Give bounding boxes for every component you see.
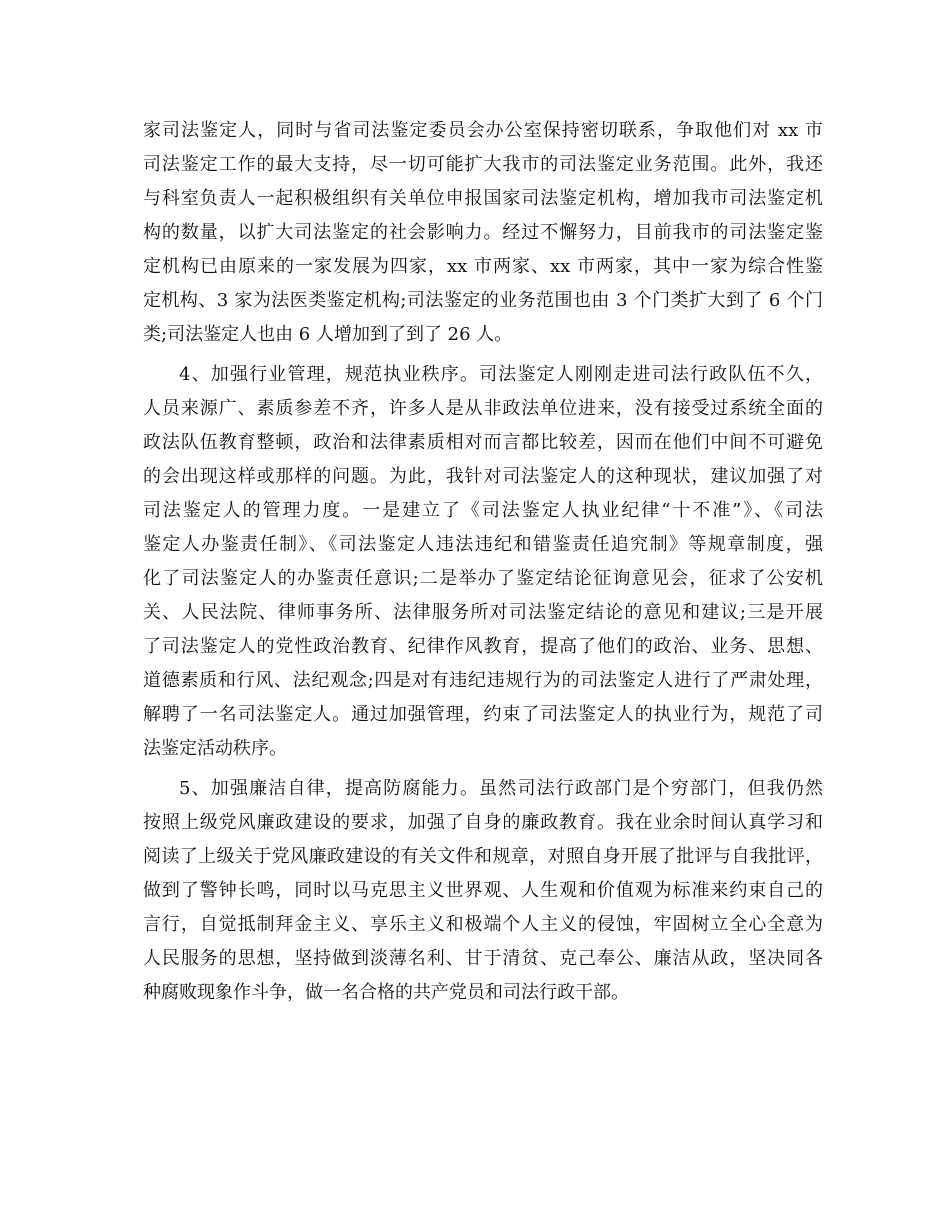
text-line: 的会出现这样或那样的问题。为此，我针对司法鉴定人的这种现状，建议加强了对 — [143, 466, 823, 487]
text-line: 法鉴定活动秩序。 — [143, 738, 287, 759]
text-line: 了司法鉴定人的党性政治教育、纪律作风教育，提高了他们的政治、业务、思想、 — [143, 636, 823, 657]
text-line: 关、人民法院、律师事务所、法律服务所对司法鉴定结论的意见和建议;三是开展 — [143, 602, 823, 623]
text-line: 道德素质和行风、法纪观念;四是对有违纪违规行为的司法鉴定人进行了严肃处理， — [143, 670, 823, 691]
paragraph-continuation — [143, 114, 823, 352]
text-line: 5、加强廉洁自律，提高防腐能力。虽然司法行政部门是个穷部门，但我仍然 — [179, 778, 823, 799]
text-line: 种腐败现象作斗争，做一名合格的共产党员和司法行政干部。 — [143, 982, 629, 1003]
text-line: 家司法鉴定人，同时与省司法鉴定委员会办公室保持密切联系，争取他们对 xx 市 — [143, 120, 823, 141]
text-line: 类;司法鉴定人也由 6 人增加到了到了 26 人。 — [143, 324, 513, 345]
text-line: 定机构、3 家为法医类鉴定机构;司法鉴定的业务范围也由 3 个门类扩大到了 6 个门 — [143, 290, 823, 311]
text-line: 构的数量，以扩大司法鉴定的社会影响力。经过不懈努力，目前我市的司法鉴定鉴 — [143, 222, 823, 243]
document-body — [143, 114, 823, 1016]
text-line: 阅读了上级关于党风廉政建设的有关文件和规章，对照自身开展了批评与自我批评， — [143, 846, 823, 867]
text-line: 解聘了一名司法鉴定人。通过加强管理，约束了司法鉴定人的执业行为，规范了司 — [143, 704, 823, 725]
text-line: 化了司法鉴定人的办鉴责任意识;二是举办了鉴定结论征询意见会，征求了公安机 — [143, 568, 823, 589]
text-line: 鉴定人办鉴责任制》、《司法鉴定人违法违纪和错鉴责任追究制》等规章制度，强 — [143, 534, 823, 555]
text-line: 司法鉴定工作的最大支持，尽一切可能扩大我市的司法鉴定业务范围。此外，我还 — [143, 154, 823, 175]
text-line: 政法队伍教育整顿，政治和法律素质相对而言都比较差，因而在他们中间不可避免 — [143, 432, 823, 453]
text-line: 人员来源广、素质参差不齐，许多人是从非政法单位进来，没有接受过系统全面的 — [143, 398, 823, 419]
text-line: 言行，自觉抵制拜金主义、享乐主义和极端个人主义的侵蚀，牢固树立全心全意为 — [143, 914, 823, 935]
text-line: 司法鉴定人的管理力度。一是建立了《司法鉴定人执业纪律“十不准”》、《司法 — [143, 500, 823, 521]
text-line: 人民服务的思想，坚持做到淡薄名利、甘于清贫、克己奉公、廉洁从政，坚决同各 — [143, 948, 823, 969]
text-line: 4、加强行业管理，规范执业秩序。司法鉴定人刚刚走进司法行政队伍不久， — [179, 364, 823, 385]
paragraph-item-4 — [143, 358, 823, 766]
paragraph-item-5 — [143, 772, 823, 1010]
text-line: 按照上级党风廉政建设的要求，加强了自身的廉政教育。我在业余时间认真学习和 — [143, 812, 823, 833]
text-line: 与科室负责人一起积极组织有关单位申报国家司法鉴定机构，增加我市司法鉴定机 — [143, 188, 823, 209]
text-line: 定机构已由原来的一家发展为四家，xx 市两家、xx 市两家，其中一家为综合性鉴 — [143, 256, 823, 277]
text-line: 做到了警钟长鸣，同时以马克思主义世界观、人生观和价值观为标准来约束自己的 — [143, 880, 823, 901]
